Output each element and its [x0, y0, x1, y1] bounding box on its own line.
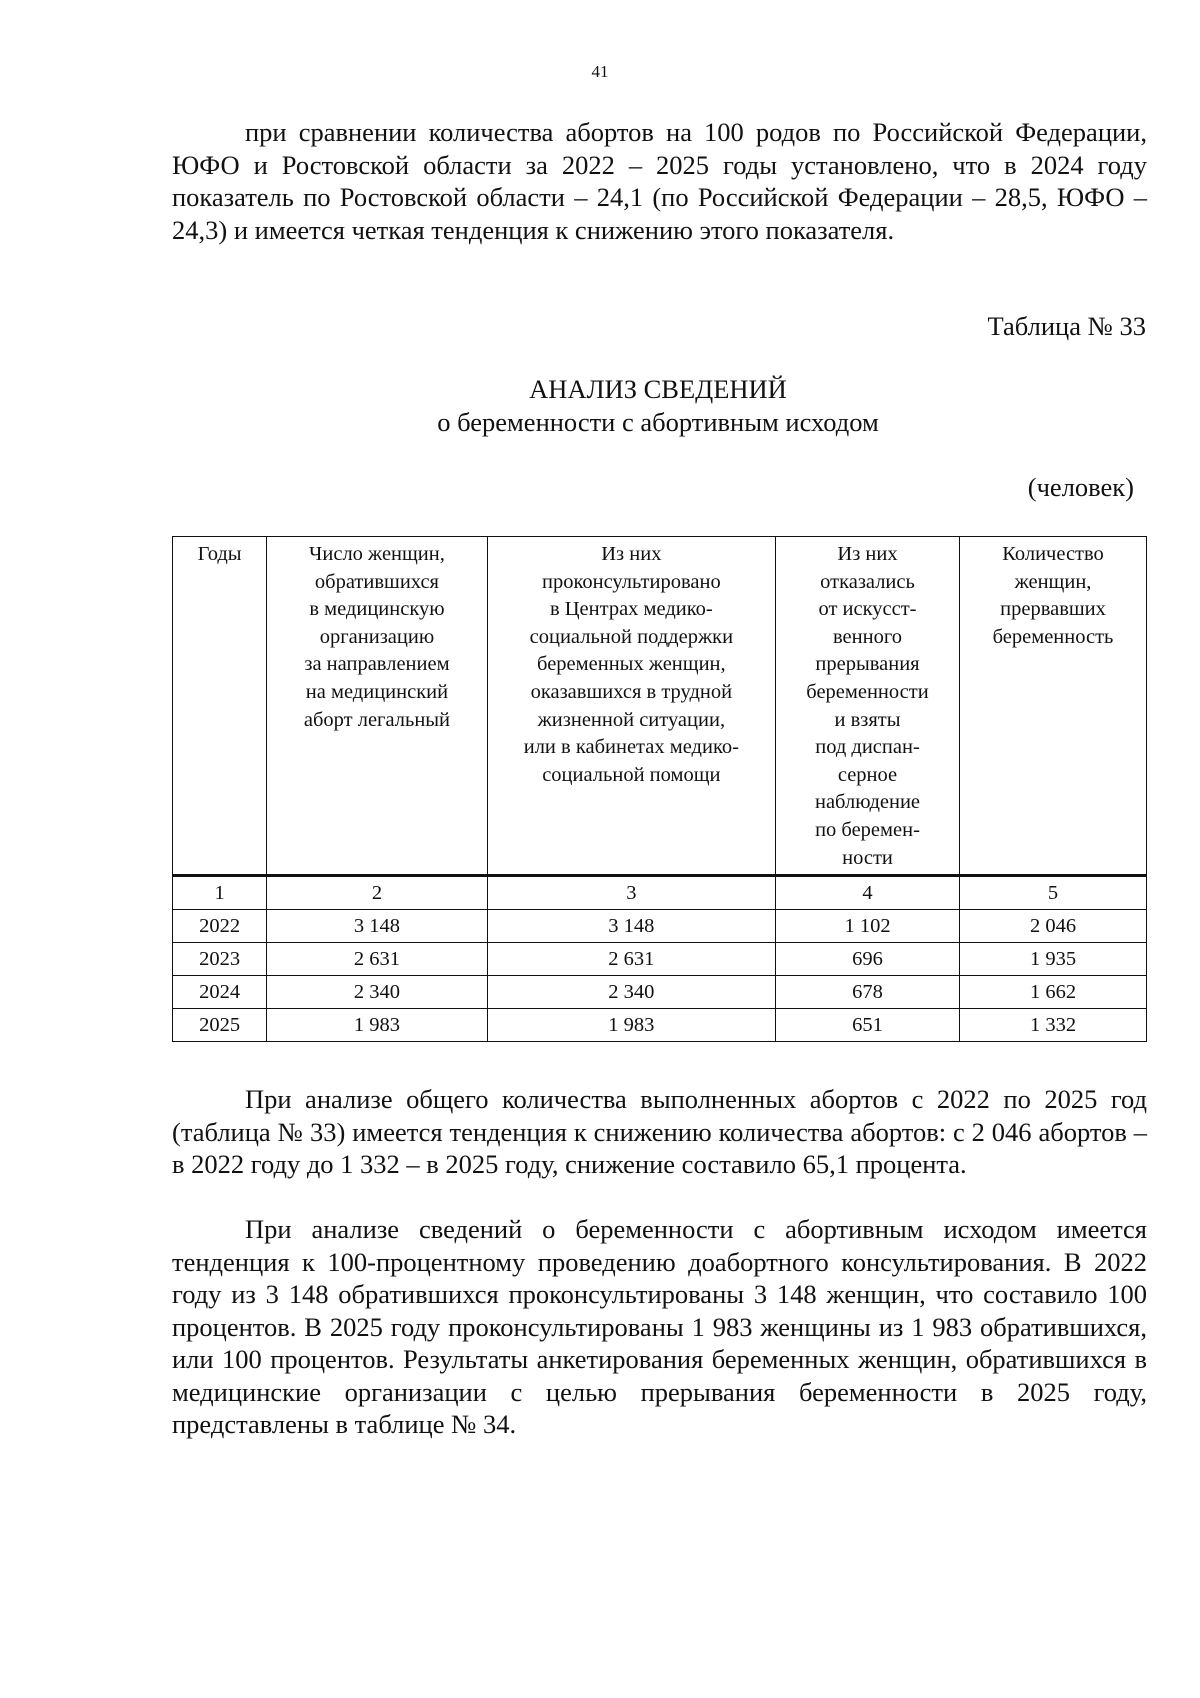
table-cell: 2023	[173, 943, 267, 976]
table-cell: 2 631	[487, 943, 775, 976]
table-cell: 2 340	[487, 976, 775, 1009]
table-unit: (человек)	[1027, 472, 1134, 502]
table-row	[173, 910, 1147, 943]
table-header-row	[173, 537, 1147, 876]
data-table	[172, 536, 1147, 1042]
header-cell-consulted: Из них проконсультировано в Центрах медико- социальной поддержки беременных женщин, оказавшихся в трудной жизненной ситуации, или в кабинетах медико- социальной помощи	[487, 537, 775, 876]
table-cell: 2022	[173, 910, 267, 943]
table-title-block	[0, 373, 1200, 439]
table-cell: 696	[775, 943, 959, 976]
table-cell: 2 340	[267, 976, 487, 1009]
table-cell: 2025	[173, 1009, 267, 1042]
table-cell: 1 332	[960, 1009, 1147, 1042]
table-cell: 3 148	[487, 910, 775, 943]
table-subtitle: о беременности с абортивным исходом	[437, 407, 879, 437]
table-cell: 2024	[173, 976, 267, 1009]
table-cell: 2 631	[267, 943, 487, 976]
header-cell-refused: Из них отказались от искусст- венного прерывания беременности и взяты под диспан- серное наблюдение по беремен- ности	[775, 537, 959, 876]
header-cell-years: Годы	[173, 537, 267, 876]
table-cell: 2	[267, 876, 487, 910]
table-label: Таблица № 33	[987, 311, 1146, 341]
table-cell: 2 046	[960, 910, 1147, 943]
table-cell: 1	[173, 876, 267, 910]
table-row	[173, 876, 1147, 910]
table-cell: 1 935	[960, 943, 1147, 976]
header-cell-terminated: Количество женщин, прервавших беременность	[960, 537, 1147, 876]
analysis-paragraph-1: При анализе общего количества выполненных абортов с 2022 по 2025 год (таблица № 33) имеется тенденция к снижению количества абортов: с 2 046 абортов – в 2022 году до 1 332 – в 2025 году, снижение составило 65,1 процента.	[172, 1084, 1147, 1179]
table-cell: 1 662	[960, 976, 1147, 1009]
table-cell: 1 983	[487, 1009, 775, 1042]
table-cell: 1 983	[267, 1009, 487, 1042]
table-title: АНАЛИЗ СВЕДЕНИЙ	[529, 374, 787, 404]
table-cell: 5	[960, 876, 1147, 910]
intro-paragraph: при сравнении количества абортов на 100 родов по Российской Федерации, ЮФО и Ростовской области за 2022 – 2025 годы установлено, что в 2024 году показатель по Ростовской области – 24,1 (по Российской Федерации – 28,5, ЮФО – 24,3) и имеется четкая тенденция к снижению этого показателя.	[172, 117, 1147, 245]
table-cell: 1 102	[775, 910, 959, 943]
table-cell: 4	[775, 876, 959, 910]
table-cell: 651	[775, 1009, 959, 1042]
page-number: 41	[591, 62, 609, 81]
table-cell: 3	[487, 876, 775, 910]
table-cell: 678	[775, 976, 959, 1009]
table-row	[173, 1009, 1147, 1042]
table-cell: 3 148	[267, 910, 487, 943]
analysis-paragraph-2: При анализе сведений о беременности с абортивным исходом имеется тенденция к 100-процентному проведению доабортного консультирования. В 2022 году из 3 148 обратившихся проконсультированы 3 148 женщин, что составило 100 процентов. В 2025 году проконсультированы 1 983 женщины из 1 983 обратившихся, или 100 процентов. Результаты анкетирования беременных женщин, обратившихся в медицинские организации с целью прерывания беременности в 2025 году, представлены в таблице № 34.	[172, 1214, 1147, 1439]
table-row	[173, 943, 1147, 976]
header-cell-applied: Число женщин, обратившихся в медицинскую организацию за направлением на медицинский аборт легальный	[267, 537, 487, 876]
table-row	[173, 976, 1147, 1009]
